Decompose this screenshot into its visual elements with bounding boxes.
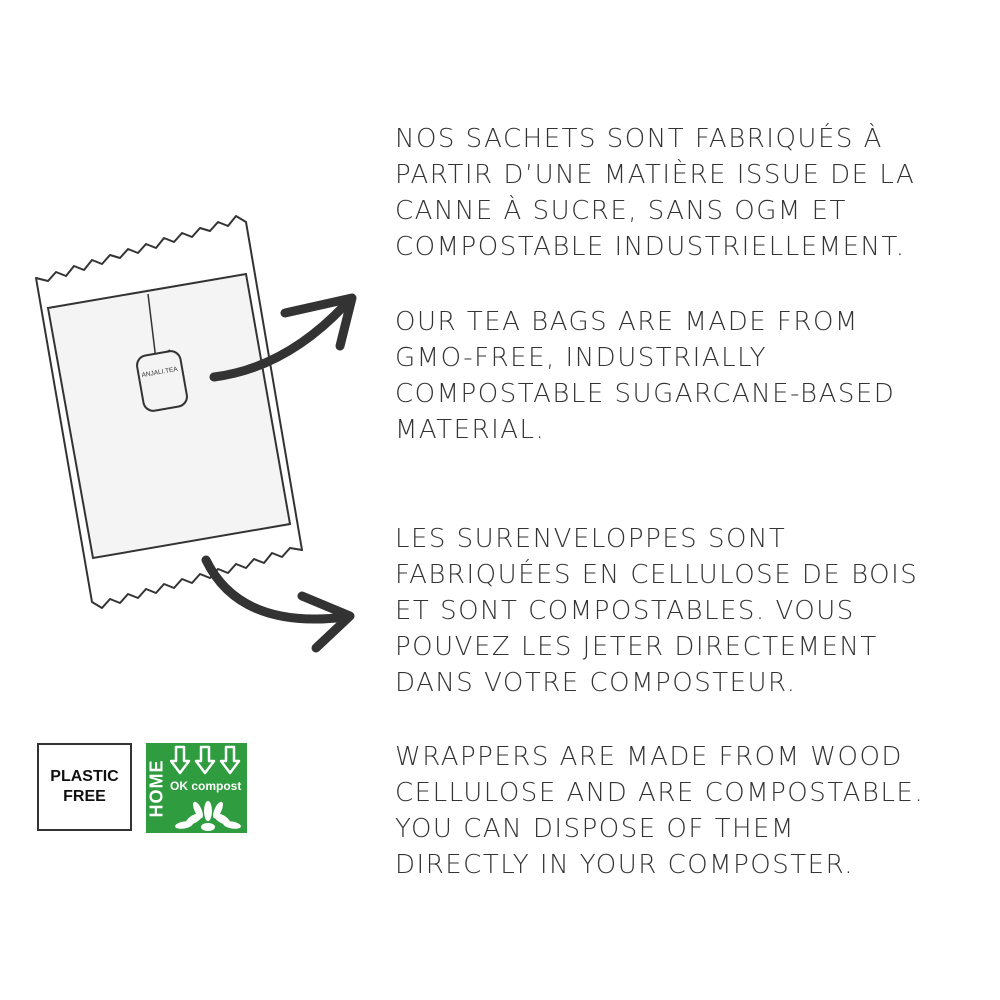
tea-tag [135,350,188,413]
home-label-wrap [146,743,168,833]
down-arrows-icon [170,745,245,777]
french-tea-bag-text: NOS SACHETS SONT FABRIQUÉS À PARTIR D’UNE MATIÈRE ISSUE DE LA CANNE À SUCRE, SANS OGM ET COMPOSTABLE INDUSTRIELLEMENT. [395,124,916,262]
english-tea-bag-text: OUR TEA BAGS ARE MADE FROM GMO-FREE, INDUSTRIALLY COMPOSTABLE SUGARCANE-BASED MATERIAL. [395,307,896,445]
english-wrapper-text: WRAPPERS ARE MADE FROM WOOD CELLULOSE AND ARE COMPOSTABLE. YOU CAN DISPOSE OF THEM DIRECTLY IN YOUR COMPOSTER. [395,742,925,880]
ok-compost-label: OK compost [170,779,242,793]
daisy-icon [172,797,244,831]
plastic-free-badge: PLASTIC FREE [37,743,132,831]
ok-compost-home-badge [146,743,247,833]
french-wrapper-text: LES SURENVELOPPES SONT FABRIQUÉES EN CELLULOSE DE BOIS ET SONT COMPOSTABLES. VOUS POUVEZ LES JETER DIRECTEMENT DANS VOTRE COMPOSTEUR. [395,524,919,698]
tea-tag-label: ANJALI.TEA [141,365,179,380]
home-label: HOME [146,759,167,817]
